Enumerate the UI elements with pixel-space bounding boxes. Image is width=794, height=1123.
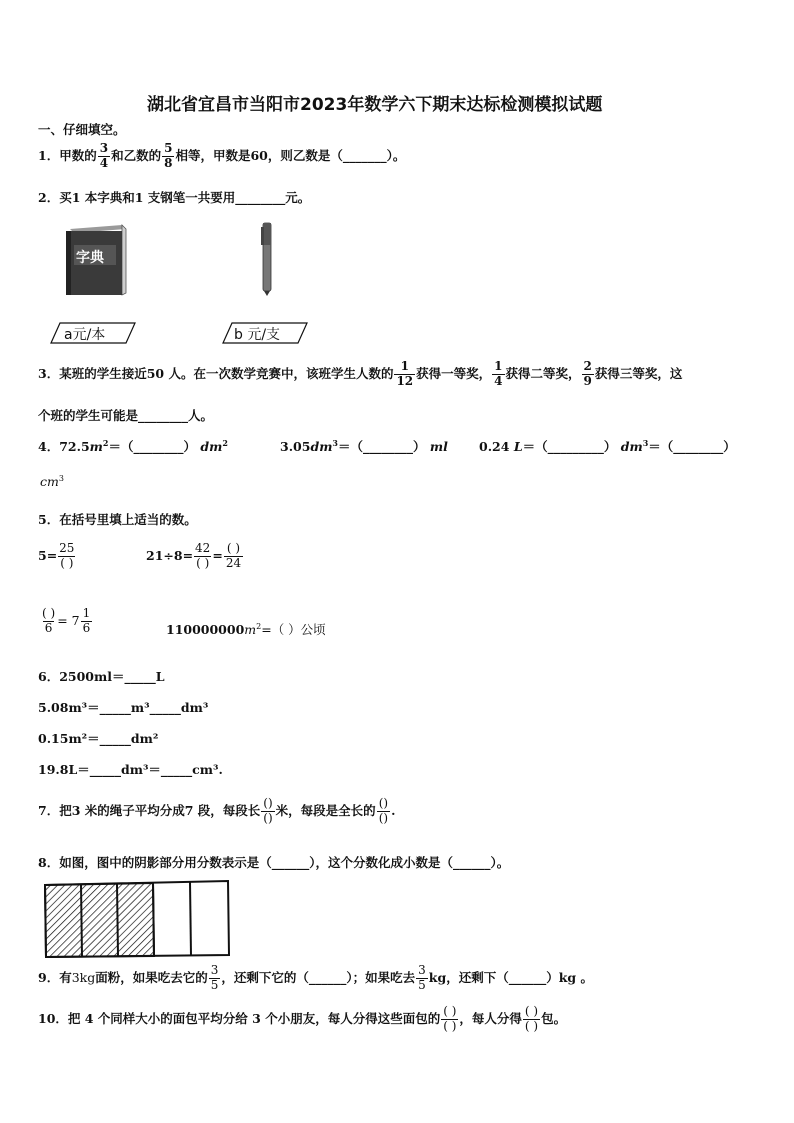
dictionary-image bbox=[62, 223, 128, 298]
question-5: 5．在括号里填上适当的数。 bbox=[38, 512, 197, 527]
question-5-eq2: 21÷8= $\frac{42}{( )}$ = $\frac{( )}{24}$ bbox=[146, 541, 242, 570]
question-5-eq4: $110000000m^2=$（ ）公顷 bbox=[166, 621, 326, 637]
question-2: 2．买1 本字典和1 支钢笔一共要用________元。 bbox=[38, 190, 311, 205]
question-6-line2: 5.08m³＝_____m³_____dm³ bbox=[38, 700, 209, 715]
question-7: 7．把3 米的绳子平均分成7 段，每段长 $\frac{()}{()}$ 米，每段是全长的 $\frac{()}{()}$ . bbox=[38, 796, 396, 825]
question-3-line2: 个班的学生可能是________人。 bbox=[38, 408, 214, 423]
question-4: 4．$72.5m^2=(\_\_\_\_\_\_\_\_)$ $dm^2$ bbox=[38, 437, 228, 454]
pen-image bbox=[259, 221, 275, 297]
question-6-line4: 19.8L＝_____dm³＝_____cm³. bbox=[38, 762, 223, 777]
book-title: 字典 bbox=[76, 250, 104, 266]
shaded-bar-figure bbox=[42, 879, 232, 962]
question-1: 1．甲数的 $\frac{3}{4}$ 和乙数的 $\frac{5}{8}$ 相等，甲数是60，则乙数是（_______）。 bbox=[38, 141, 406, 170]
page-title: 湖北省宜昌市当阳市2023年数学六下期末达标检测模拟试题 bbox=[147, 95, 603, 115]
question-9: 9．有3kg面粉，如果吃去它的 $\frac{3}{5}$ ，还剩下它的（______）；如果吃去 $\frac{3}{5}$ kg，还剩下（______）kg 。 bbox=[38, 963, 593, 992]
question-5-eq1: 5= $\frac{25}{( )}$ bbox=[38, 541, 75, 570]
pen-price-tag: b 元/支 bbox=[222, 322, 308, 344]
section-heading: 一、仔细填空。 bbox=[38, 122, 126, 137]
question-8: 8．如图，图中的阴影部分用分数表示是（______），这个分数化成小数是（______）。 bbox=[38, 855, 510, 870]
question-6-line3: 0.15m²＝_____dm² bbox=[38, 731, 159, 746]
question-4-part3: 0.24 L＝（_________） $dm^3=(\_\_\_\_\_\_\_\_)$ bbox=[479, 437, 736, 454]
question-10: 10．把 4 个同样大小的面包平均分给 3 个小朋友，每人分得这些面包的 $\frac{( )}{( )}$ ，每人分得 $\frac{( )}{( )}$ 包。 bbox=[38, 1004, 567, 1033]
question-4-unit: $cm^3$ bbox=[40, 474, 64, 490]
question-5-eq3: $\frac{( )}{6}$ = 7 $\frac{1}{6}$ bbox=[42, 606, 91, 635]
question-6-line1: 6．2500ml＝_____L bbox=[38, 669, 165, 684]
question-3: 3．某班的学生接近50 人。在一次数学竞赛中，该班学生人数的 $\frac{1}{12}$ 获得一等奖， $\frac{1}{4}$ 获得二等奖， $\frac{2}{9}$ 获得三等奖，这 bbox=[38, 359, 683, 388]
question-4-part2: $3.05dm^3=(\_\_\_\_\_\_\_\_)$ ml bbox=[280, 437, 448, 454]
book-price-tag: a元/本 bbox=[50, 322, 136, 344]
